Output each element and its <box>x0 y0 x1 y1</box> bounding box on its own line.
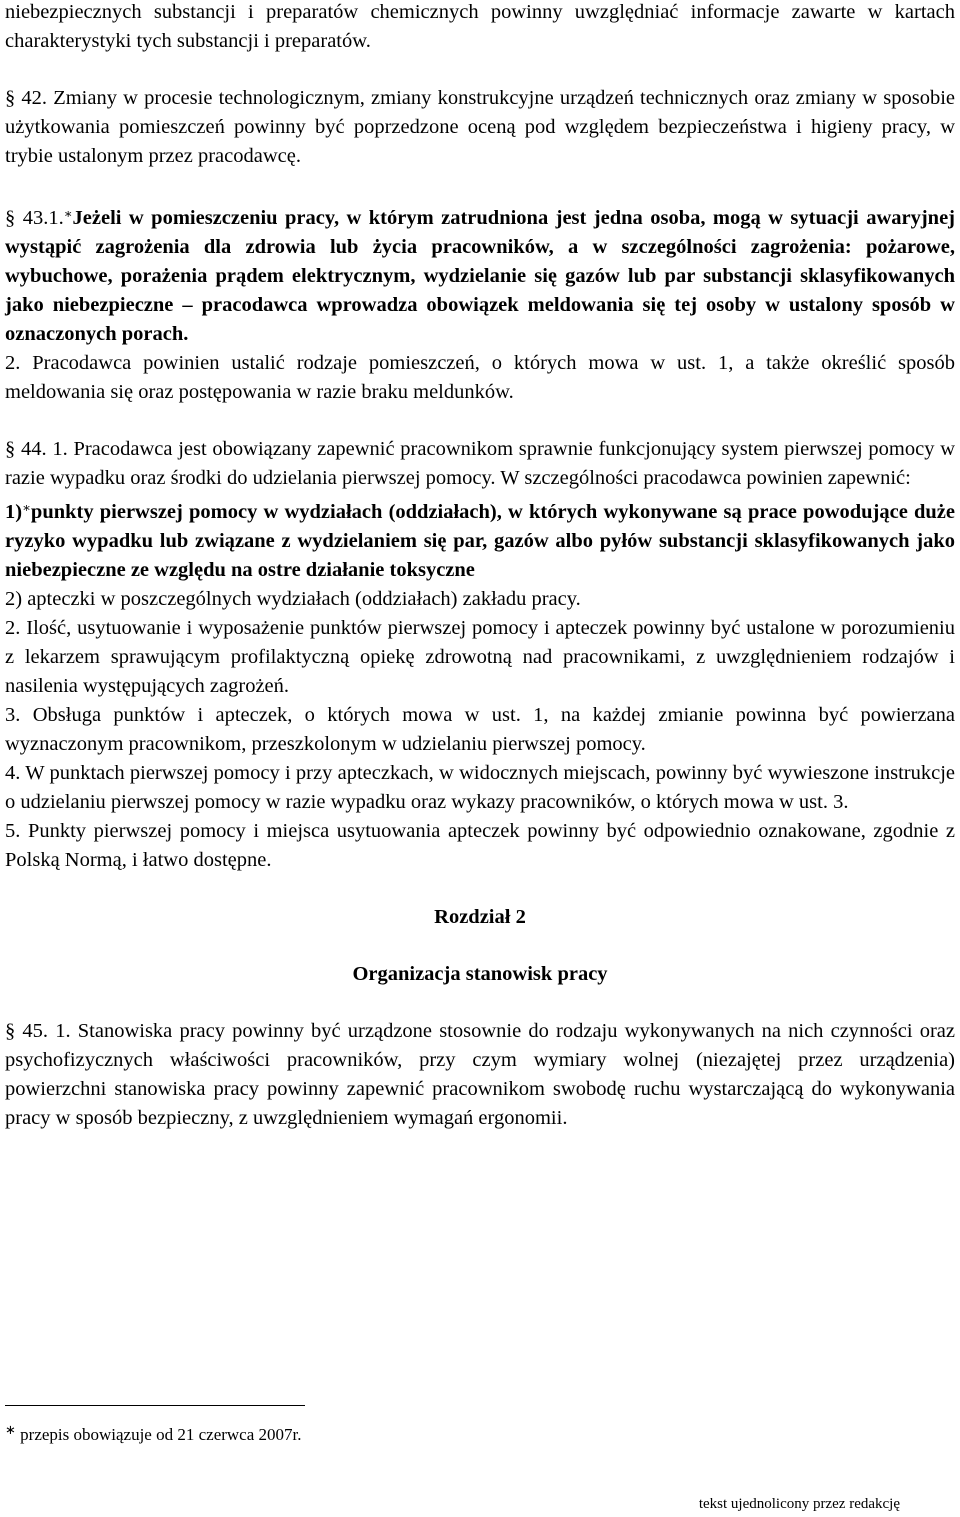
page-footer: tekst ujednolicony przez redakcję <box>698 1496 900 1512</box>
section-44-item-2: 2) apteczki w poszczególnych wydziałach (oddziałach) zakładu pracy. <box>5 588 581 610</box>
footnote-text: przepis obowiązuje od 21 czerwca 2007r. <box>20 1425 302 1444</box>
section-45 <box>5 1017 955 1133</box>
section-42-number: § 42. <box>5 87 48 109</box>
section-44-paragraph-5: 5. Punkty pierwszej pomocy i miejsca usytuowania apteczek powinny być odpowiednio oznakowane, zgodnie z Polską Normą, i łatwo dostępne. <box>5 820 955 871</box>
section-45-text: 1. Stanowiska pracy powinny być urządzone stosownie do rodzaju wykonywanych na nich czynności oraz psychofizycznych właściwości pracowników, przy czym wymiary wolnej (niezajętej przez urządzenia) powierzchni stanowiska pracy powinny zapewnić pracownikom swobodę ruchu wystarczającą do wykonywania pracy w sposób bezpieczny, z uwzględnieniem wymagań ergonomii. <box>5 1020 956 1129</box>
section-44-paragraph-3: 3. Obsługa punktów i apteczek, o których mowa w ust. 1, na każdej zmianie powinna być powierzana wyznaczonym pracownikom, przeszkolonym w udzielaniu pierwszej pomocy. <box>5 704 955 755</box>
section-43-paragraph-1 <box>5 199 955 349</box>
section-44-item-1-text: punkty pierwszej pomocy w wydziałach (oddziałach), w których wykonywane są prace powodujące duże ryzyko wypadku lub związane z wydzielaniem się par, gazów albo pyłów substancji sklasyfikowanych jako niebezpieczne ze względu na ostre działanie toksyczne <box>5 501 955 581</box>
section-42 <box>5 84 955 171</box>
footnote-separator <box>5 1405 305 1406</box>
section-44-item-1 <box>5 493 955 585</box>
intro-paragraph: niebezpiecznych substancji i preparatów chemicznych powinny uwzględniać informacje zawarte w kartach charakterystyki tych substancji i preparatów. <box>5 1 955 52</box>
footnote-star: ∗ <box>5 1422 16 1437</box>
section-44-paragraph-2: 2. Ilość, usytuowanie i wyposażenie punktów pierwszej pomocy i apteczek powinny być ustalone w porozumieniu z lekarzem sprawującym profilaktyczną opiekę zdrowotną nad pracownikami, z uwzględnieniem rodzajów i nasilenia występujących zagrożeń. <box>5 617 955 697</box>
document-page <box>5 0 955 1133</box>
section-44-p1-intro: 1. Pracodawca jest obowiązany zapewnić pracownikom sprawnie funkcjonujący system pierwszej pomocy w razie wypadku oraz środki do udzielania pierwszej pomocy. W szczególności pracodawca powinien zapewnić: <box>5 438 956 489</box>
chapter-title: Organizacja stanowisk pracy <box>352 963 608 985</box>
section-43-p1-number: 1. <box>48 207 64 229</box>
chapter-label: Rozdział 2 <box>434 906 526 928</box>
footnote-marker: ∗ <box>63 206 73 221</box>
section-43-p1-text: Jeżeli w pomieszczeniu pracy, w którym zatrudniona jest jedna osoba, mogą w sytuacji awaryjnej wystąpić zagrożenia dla zdrowia lub życia pracowników, a w szczególności zagrożenia: pożarowe, wybuchowe, porażenia prądem elektrycznym, wydzielanie się gazów lub par substancji sklasyfikowanych jako niebezpieczne – pracodawca wprowadza obowiązek meldowania się tej osoby w ustalony sposób w oznaczonych porach. <box>5 207 955 345</box>
section-44-item-1-number: 1) <box>5 501 23 523</box>
section-42-text: Zmiany w procesie technologicznym, zmiany konstrukcyjne urządzeń technicznych oraz zmiany w sposobie użytkowania pomieszczeń powinny być poprzedzone oceną pod względem bezpieczeństwa i higieny pracy, w trybie ustalonym przez pracodawcę. <box>5 87 955 167</box>
section-45-number: § 45. <box>5 1020 49 1042</box>
section-44-paragraph-1 <box>5 435 955 493</box>
footnote-marker: ∗ <box>22 500 31 515</box>
section-43-number: § 43. <box>5 207 49 229</box>
section-44-paragraph-4: 4. W punktach pierwszej pomocy i przy apteczkach, w widocznych miejscach, powinny być wywieszone instrukcje o udzielaniu pierwszej pomocy w razie wypadku oraz wykazy pracowników, o których mowa w ust. 3. <box>5 762 955 813</box>
footnote <box>5 1419 302 1446</box>
section-43-paragraph-2: 2. Pracodawca powinien ustalić rodzaje pomieszczeń, o których mowa w ust. 1, a także określić sposób meldowania się oraz postępowania w razie braku meldunków. <box>5 352 955 403</box>
section-44-number: § 44. <box>5 438 47 460</box>
